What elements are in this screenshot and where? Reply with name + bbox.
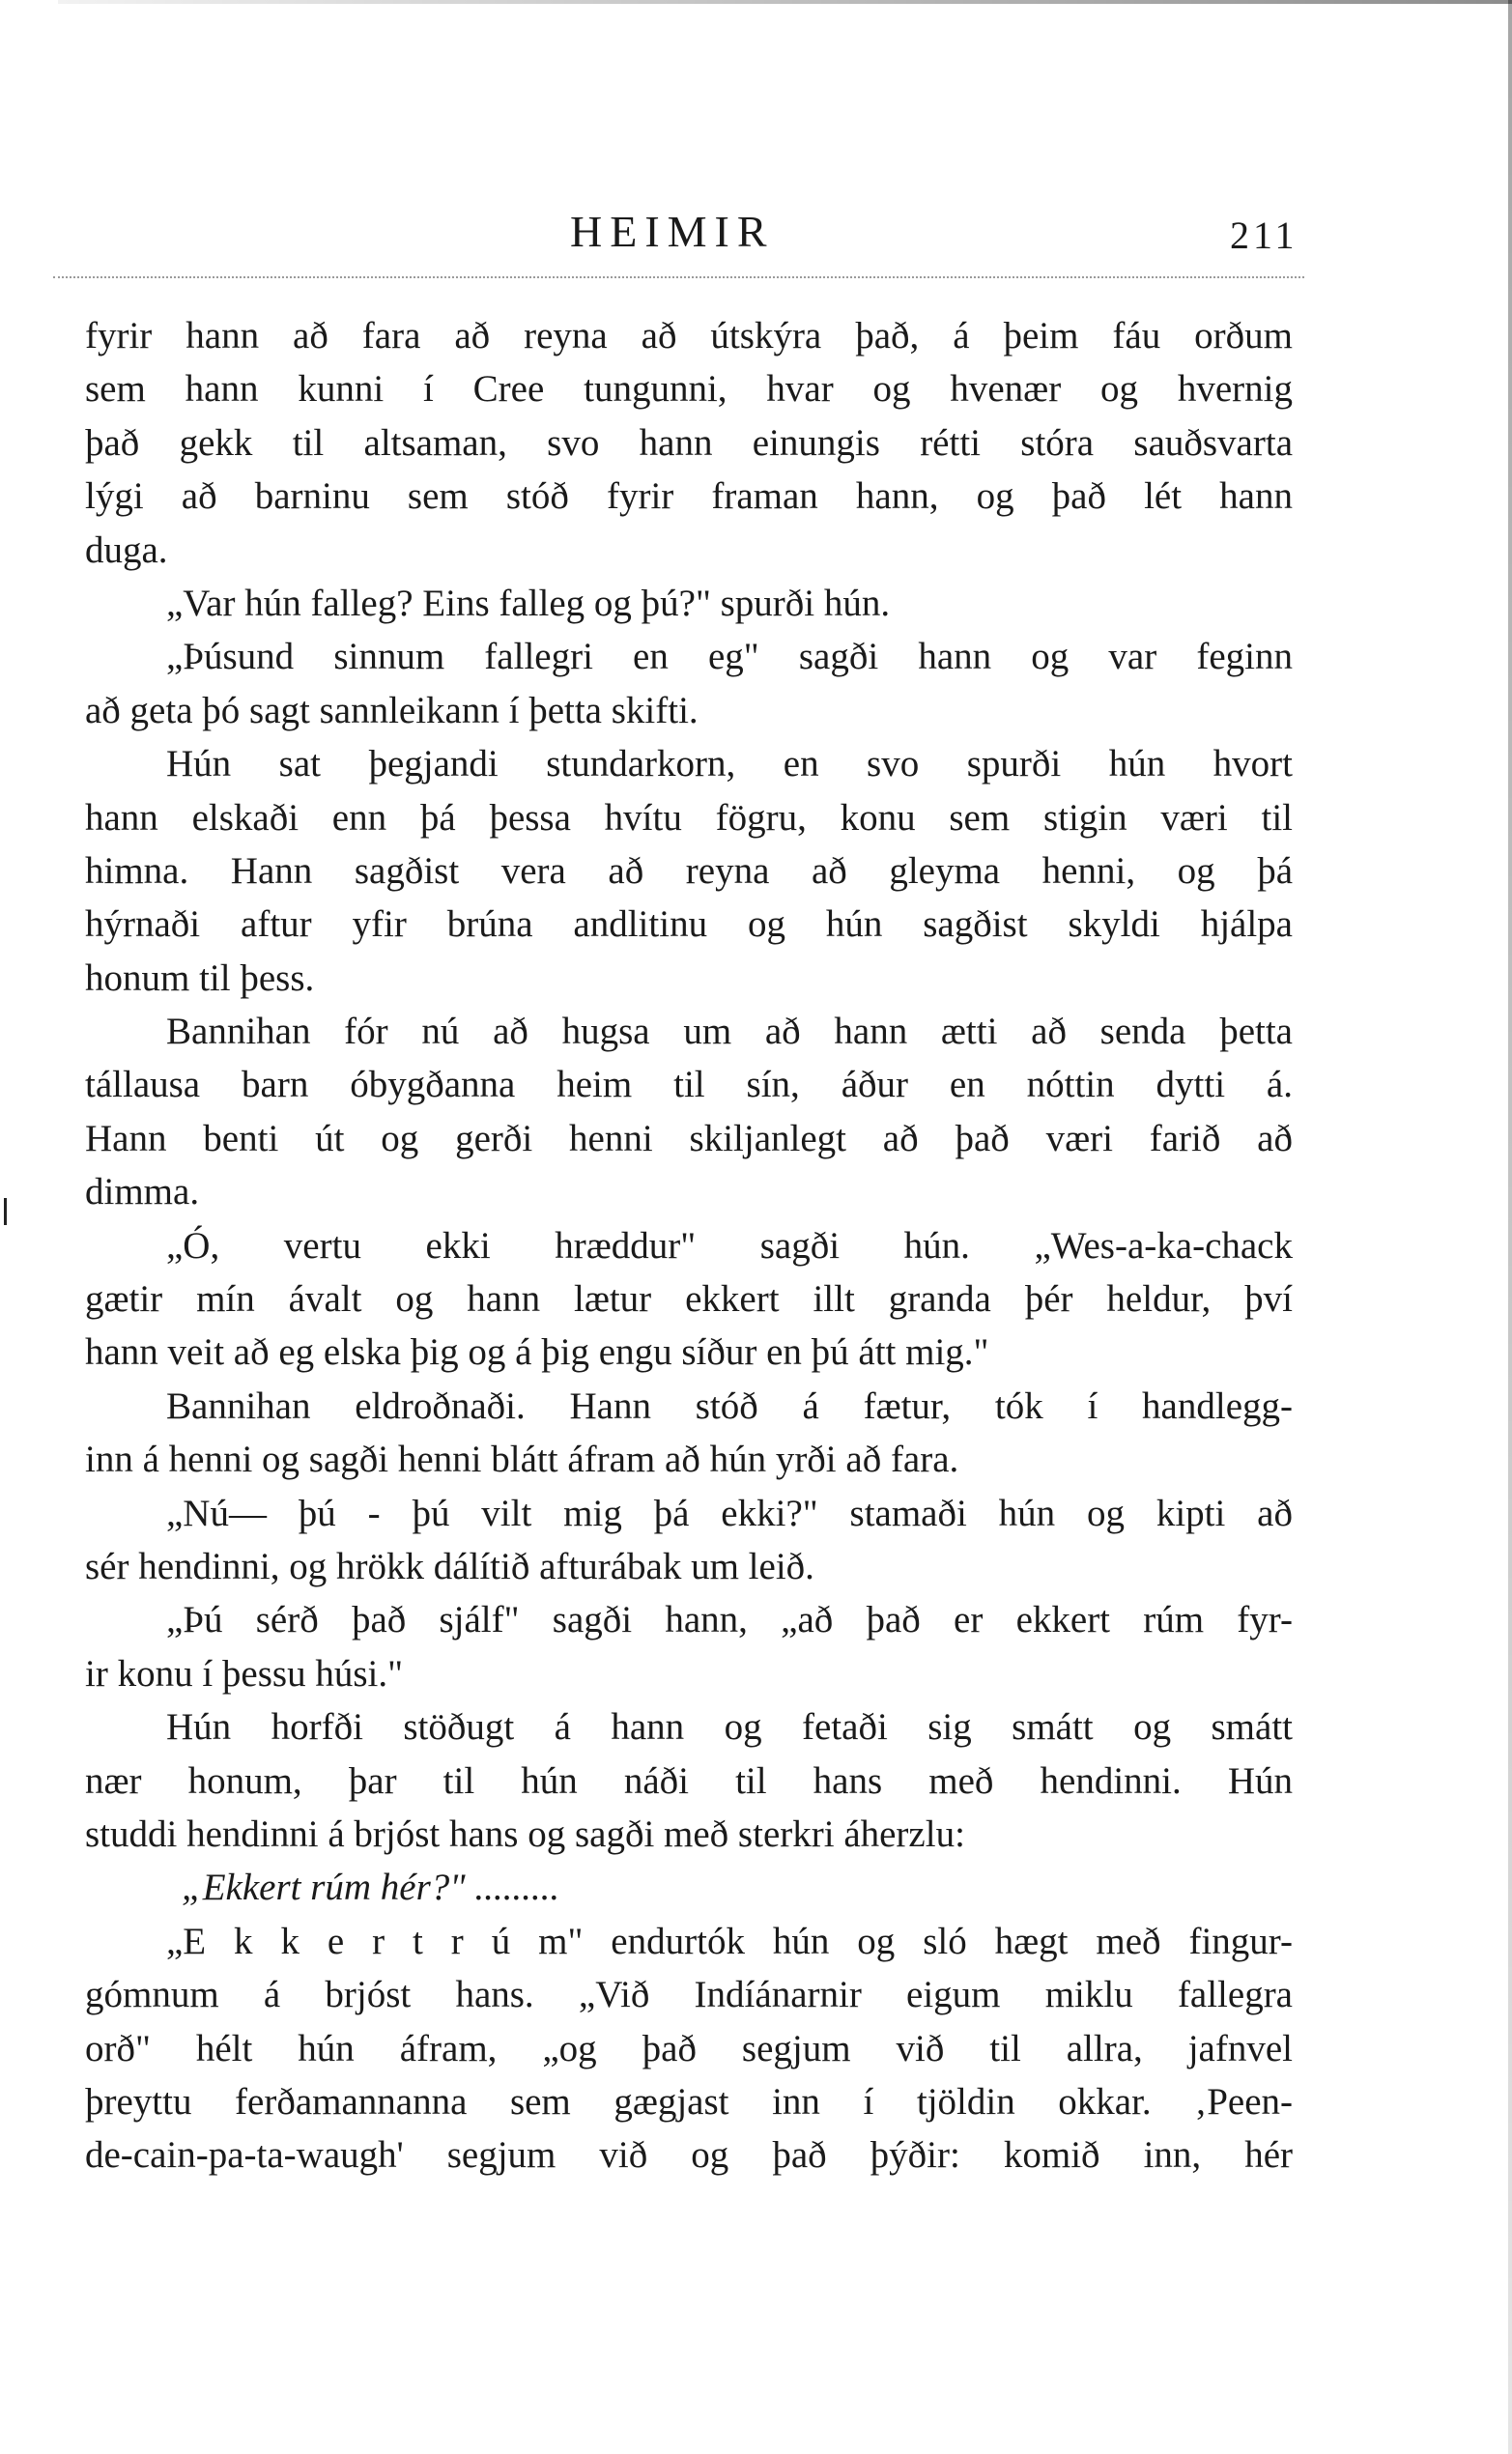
scan-edge-right xyxy=(1508,0,1512,2454)
text-line: Bannihan fór nú að hugsa um að hann ætti að senda þetta xyxy=(166,1011,1293,1053)
text-line: „Þúsund sinnum fallegri en eg" sagði hann og var feginn xyxy=(166,636,1293,678)
text-line: Bannihan eldroðnaði. Hann stóð á fætur, tók í handlegg- xyxy=(166,1384,1293,1427)
text-line: það gekk til altsaman, svo hann einungis rétti stóra sauðsvarta xyxy=(85,421,1293,464)
text-line: duga. xyxy=(85,528,168,571)
text-line: lýgi að barninu sem stóð fyrir framan hann, og það lét hann xyxy=(85,475,1293,518)
text-line: inn á henni og sagði henni blátt áfram að hún yrði að fara. xyxy=(85,1439,959,1481)
text-line: hýrnaði aftur yfir brúna andlitinu og hún sagðist skyldi hjálpa xyxy=(85,903,1293,946)
text-line: hann veit að eg elska þig og á þig engu síður en þú átt mig." xyxy=(85,1331,989,1374)
text-line: honum til þess. xyxy=(85,956,315,999)
text-line: „E k k e r t r ú m" endurtók hún og sló hægt með fingur- xyxy=(166,1920,1293,1962)
text-line: „Var hún falleg? Eins falleg og þú?" spurði hún. xyxy=(166,582,891,624)
text-line: fyrir hann að fara að reyna að útskýra það, á þeim fáu orðum xyxy=(85,315,1293,357)
text-line: „Þú sérð það sjálf" sagði hann, „að það er ekkert rúm fyr- xyxy=(166,1599,1293,1641)
running-head-title: HEIMIR xyxy=(570,207,775,256)
text-line: gómnum á brjóst hans. „Við Indíánarnir eigum miklu fallegra xyxy=(85,1974,1293,2016)
text-line: de-cain-pa-ta-waugh' segjum við og það þýðir: komið inn, hér xyxy=(85,2134,1293,2177)
text-line: hann elskaði enn þá þessa hvítu fögru, konu sem stigin væri til xyxy=(85,796,1293,839)
text-line: tállausa barn óbygðanna heim til sín, áður en nóttin dytti á. xyxy=(85,1064,1293,1106)
text-line: orð" hélt hún áfram, „og það segjum við til allra, jafnvel xyxy=(85,2027,1293,2069)
text-line: gætir mín ávalt og hann lætur ekkert illt granda þér heldur, því xyxy=(85,1278,1293,1321)
text-line: dimma. xyxy=(85,1171,200,1213)
text-line: Hann benti út og gerði henni skiljanlegt að það væri farið að xyxy=(85,1117,1293,1159)
text-line: Hún sat þegjandi stundarkorn, en svo spurði hún hvort xyxy=(166,743,1293,785)
text-line: Hún horfði stöðugt á hann og fetaði sig smátt og smátt xyxy=(166,1706,1293,1749)
text-line: þreyttu ferðamannanna sem gægjast inn í tjöldin okkar. ‚Peen- xyxy=(85,2080,1293,2123)
header-rule xyxy=(53,276,1304,278)
text-line: ir konu í þessu húsi." xyxy=(85,1652,404,1695)
margin-mark xyxy=(4,1198,7,1225)
running-head xyxy=(0,203,1512,261)
text-line: studdi hendinni á brjóst hans og sagði með sterkri áherzlu: xyxy=(85,1812,965,1855)
scan-edge-top xyxy=(58,0,1512,4)
text-line: nær honum, þar til hún náði til hans með hendinni. Hún xyxy=(85,1759,1293,1802)
text-line: sér hendinni, og hrökk dálítið afturábak um leið. xyxy=(85,1545,814,1587)
body-text xyxy=(85,309,1293,2183)
text-line: að geta þó sagt sannleikann í þetta skifti. xyxy=(85,689,699,731)
page-number: 211 xyxy=(1230,214,1298,257)
text-line: „Ekkert rúm hér?" ......... xyxy=(182,1867,560,1909)
text-line: „Nú— þú - þú vilt mig þá ekki?" stamaði hún og kipti að xyxy=(166,1492,1293,1534)
text-line: sem hann kunni í Cree tungunni, hvar og hvenær og hvernig xyxy=(85,368,1293,411)
text-line: „Ó, vertu ekki hræddur" sagði hún. „Wes-a-ka-chack xyxy=(166,1224,1293,1267)
text-line: himna. Hann sagðist vera að reyna að gleyma henni, og þá xyxy=(85,849,1293,892)
